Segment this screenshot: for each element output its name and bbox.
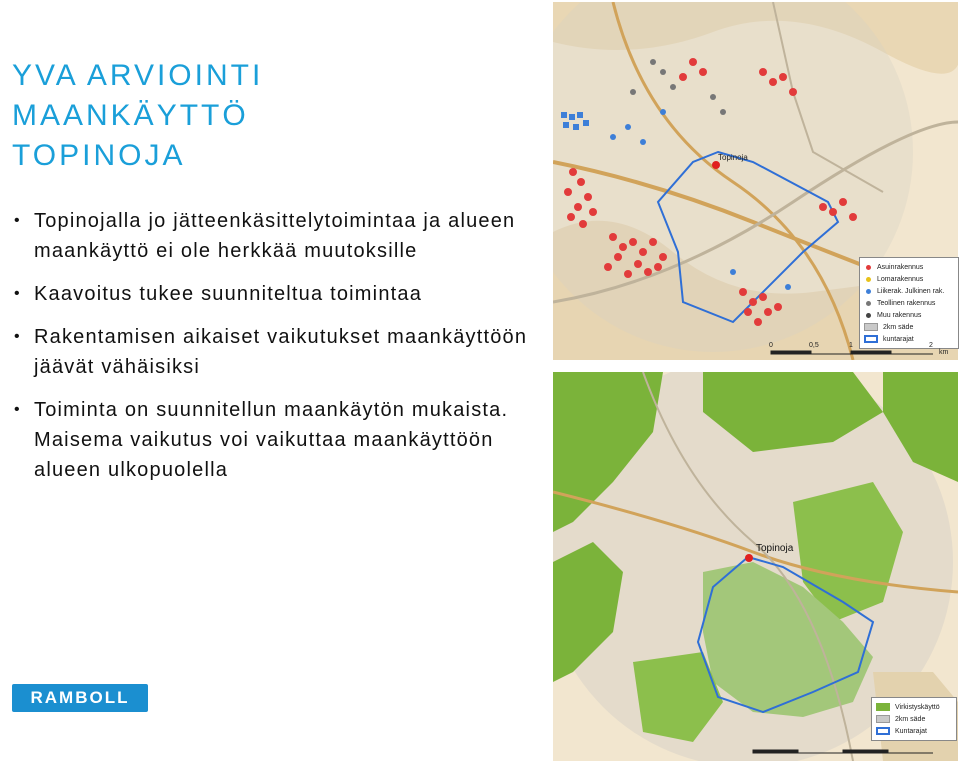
topinoja-label: Topinoja bbox=[718, 153, 748, 162]
legend-swatch bbox=[866, 313, 871, 318]
legend-swatch bbox=[866, 289, 871, 294]
ramboll-logo bbox=[12, 684, 148, 712]
bullet-list bbox=[12, 206, 537, 498]
bullet-item: • Topinojalla jo jätteenkäsittelytoimintaa ja alueen maankäyttö ei ole herkkää muutoksille bbox=[12, 206, 537, 266]
legend-item bbox=[864, 297, 954, 309]
legend-item bbox=[864, 333, 954, 345]
legend-swatch bbox=[876, 715, 890, 723]
buildings-legend bbox=[859, 257, 959, 349]
legend-item bbox=[876, 701, 952, 713]
title-line-1: YVA ARVIOINTI bbox=[12, 59, 264, 92]
legend-swatch bbox=[864, 323, 878, 331]
legend-item bbox=[876, 725, 952, 737]
legend-item bbox=[864, 261, 954, 273]
legend-item bbox=[864, 309, 954, 321]
legend-swatch bbox=[876, 703, 890, 711]
legend-swatch bbox=[876, 727, 890, 735]
logo-text: RAMBOLL bbox=[30, 688, 130, 707]
legend-label: kuntarajat bbox=[883, 335, 914, 343]
legend-swatch bbox=[866, 301, 871, 306]
scale-one: 1 bbox=[849, 342, 853, 349]
title-line-3: TOPINOJA bbox=[12, 139, 186, 172]
legend-label: Asuinrakennus bbox=[877, 263, 924, 271]
legend-label: 2km säde bbox=[895, 715, 926, 723]
legend-swatch bbox=[866, 265, 871, 270]
scale-mid: 0,5 bbox=[809, 342, 819, 349]
legend-item bbox=[864, 321, 954, 333]
legend-item bbox=[864, 273, 954, 285]
legend-swatch bbox=[864, 335, 878, 343]
legend-label: Liikerak. Julkinen rak. bbox=[877, 287, 945, 295]
topinoja-label: Topinoja bbox=[756, 543, 794, 554]
bullet-item: • Rakentamisen aikaiset vaikutukset maankäyttöön jäävät vähäisiksi bbox=[12, 322, 537, 382]
title-line-2: MAANKÄYTTÖ bbox=[12, 99, 249, 132]
legend-swatch bbox=[866, 277, 871, 282]
recreation-map bbox=[553, 372, 958, 761]
bullet-item: • Toiminta on suunnitellun maankäytön mukaista. Maisema vaikutus voi vaikuttaa maankäyttöön alueen ulkopuolella bbox=[12, 395, 537, 485]
legend-item bbox=[864, 285, 954, 297]
scale-zero: 0 bbox=[769, 342, 773, 349]
buildings-map bbox=[553, 2, 958, 360]
scale-unit: km bbox=[939, 349, 949, 356]
legend-label: Muu rakennus bbox=[877, 311, 922, 319]
legend-label: 2km säde bbox=[883, 323, 914, 331]
legend-item bbox=[876, 713, 952, 725]
legend-label: Lomarakennus bbox=[877, 275, 924, 283]
bullet-item: • Kaavoitus tukee suunniteltua toimintaa bbox=[12, 279, 537, 309]
legend-label: Teollinen rakennus bbox=[877, 299, 936, 307]
recreation-legend bbox=[871, 697, 957, 741]
scale-two: 2 bbox=[929, 342, 933, 349]
legend-label: Virkistyskäyttö bbox=[895, 703, 940, 711]
legend-label: Kuntarajat bbox=[895, 727, 927, 735]
page-title bbox=[12, 56, 263, 176]
